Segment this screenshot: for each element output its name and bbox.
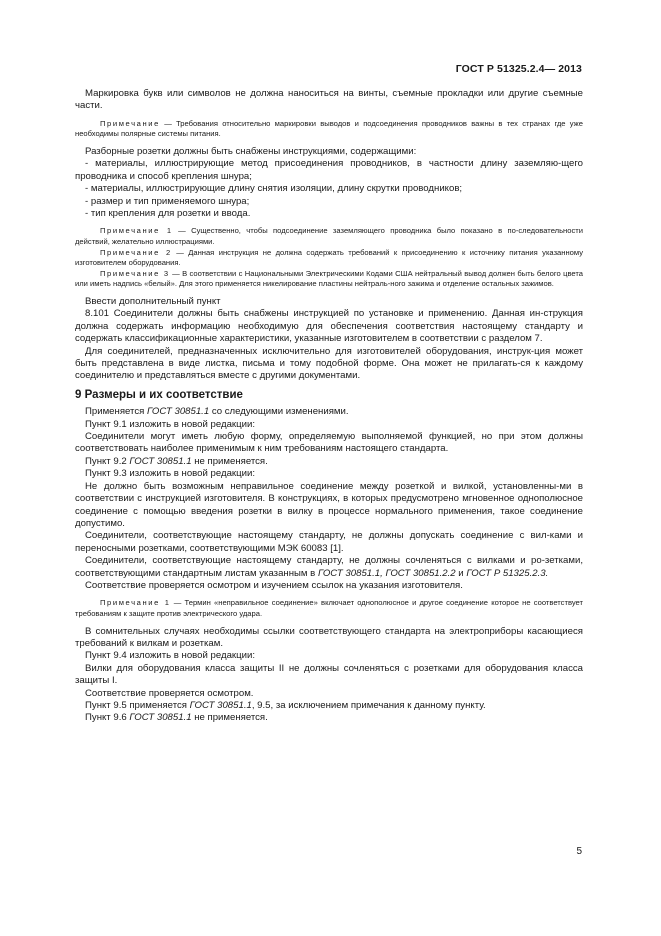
note-label: Примечание 1 xyxy=(100,226,173,236)
text: со следующими изменениями. xyxy=(209,406,349,418)
text: , 9.5, за исключением примечания к данному пункту. xyxy=(251,699,486,711)
note-text: — Требования относительно маркировки выводов и подсоединения проводников важны в тех странах где уже необходимы полярные системы питания. xyxy=(75,118,583,139)
page-number: 5 xyxy=(576,846,582,857)
paragraph: Не должно быть возможным неправильное соединение между розеткой и вилкой, установленны-ми в соответствии с инструкцией изготовителя. В конструкциях, в которых предусмотрено мгновенное однополюсное соединение с помощью введения розетки в вилку в процессе нормального применения, такое соединение допустимо. xyxy=(75,480,583,529)
note-text: — В соответствии с Национальными Электрическими Кодами США нейтральный вывод должен быть белого цвета или иметь надпись «белый». Для этого применяется никелирование пластины нейтраль-ного зажима и отделение остальных зажимов. xyxy=(75,268,583,289)
paragraph xyxy=(75,700,583,712)
paragraph: Вилки для оборудования класса защиты II не должны сочленяться с розетками для оборудования класса защиты I. xyxy=(75,662,583,687)
standard-reference: ГОСТ 30851.1 xyxy=(129,712,192,724)
paragraph xyxy=(75,456,583,468)
text: Соединители, соответствующие настоящему стандарту, не должны сочленяться с вилками и ро-зетками, соответствующими стандартным листам указанным в xyxy=(75,555,583,579)
paragraph: Пункт 9.1 изложить в новой редакции: xyxy=(85,418,255,430)
note-text: — Существенно, чтобы подсоединение заземляющего проводника было показано в по-следовательности действий, желательно иллюстрациями. xyxy=(75,226,583,247)
text: Пункт 9.2 xyxy=(85,455,130,467)
paragraph: Для соединителей, предназначенных исключительно для изготовителей оборудования, инструк-ция может быть представлена в виде листка, письма и тому подобной форме. Она может не прилагать-ся к каждому соединителю и представляться вместе с другими документами. xyxy=(75,345,583,382)
list-item: - тип крепления для розетки и ввода. xyxy=(85,208,251,220)
list-item: - материалы, иллюстрирующие метод присоединения проводников, в частности длину заземляю-щего проводника и способ крепления шнура; xyxy=(75,158,583,182)
note xyxy=(75,226,583,247)
note-text: — Данная инструкция не должна содержать требований к присоединению к источнику питания указанному изготовителем оборудования. xyxy=(75,247,583,268)
note-text: — Термин «неправильное соединение» включает однополюсное и другое соединение которое не соответствует требованиям к защите против электрического удара. xyxy=(75,598,583,618)
note-label: Примечание xyxy=(100,118,160,128)
note xyxy=(75,119,583,140)
text: Применяется xyxy=(85,406,147,418)
paragraph: В сомнительных случаях необходимы ссылки соответствующего стандарта на электроприборы касающиеся требований к вилкам и розеткам. xyxy=(75,625,583,649)
standard-reference: ГОСТ Р 51325.2.3. xyxy=(466,567,549,579)
paragraph: Пункт 9.4 изложить в новой редакции: xyxy=(85,650,255,662)
standard-reference: ГОСТ 30851.1 xyxy=(129,455,192,467)
paragraph: Соединители, соответствующие настоящему стандарту, не должны допускать соединение с вил-ками и переносными розетками, соответствующими МЭК 60083 [1]. xyxy=(75,530,583,554)
text: не применяется. xyxy=(191,712,268,724)
page-content xyxy=(75,88,583,725)
text: и xyxy=(455,567,467,579)
section-heading: 9 Размеры и их соответствие xyxy=(75,388,243,401)
paragraph: Пункт 9.3 изложить в новой редакции: xyxy=(85,468,255,480)
note-label: Примечание 3 xyxy=(100,268,170,278)
text: не применяется. xyxy=(191,455,268,467)
paragraph xyxy=(75,406,583,418)
note xyxy=(75,248,583,269)
paragraph: Маркировка букв или символов не должна наноситься на винты, съемные прокладки или другие съемные части. xyxy=(75,88,583,112)
text: Пункт 9.5 применяется xyxy=(85,699,190,711)
standard-reference: ГОСТ 30851.1, ГОСТ 30851.2.2 xyxy=(317,567,456,579)
paragraph xyxy=(75,712,583,724)
paragraph: 8.101 Соединители должны быть снабжены инструкцией по установке и применению. Данная ин-струкция должна содержать информацию необходимую для обеспечения соответствия настоящему стандарту и содержать классификационные характеристики, указанные изготовителем в соответствии с разделом 7. xyxy=(75,308,583,345)
paragraph xyxy=(75,555,583,580)
note xyxy=(75,598,583,619)
paragraph: Соответствие проверяется осмотром. xyxy=(85,687,254,699)
standard-reference: ГОСТ 30851.1 xyxy=(189,699,252,711)
note xyxy=(75,269,583,290)
paragraph: Ввести дополнительный пункт xyxy=(85,296,221,307)
note-label: Примечание 2 xyxy=(100,247,172,257)
page-header-doc-code: ГОСТ Р 51325.2.4— 2013 xyxy=(455,63,582,75)
standard-reference: ГОСТ 30851.1 xyxy=(146,406,210,418)
list-item: - размер и тип применяемого шнура; xyxy=(85,195,250,207)
text: Пункт 9.6 xyxy=(85,712,130,724)
paragraph: Соответствие проверяется осмотром и изучением ссылок на указания изготовителя. xyxy=(85,579,463,591)
paragraph: Соединители могут иметь любую форму, определяемую выполняемой функцией, но при этом должны соответствовать наиболее применимым к ним требованиям настоящего стандарта. xyxy=(75,431,583,455)
paragraph: Разборные розетки должны быть снабжены инструкциями, содержащими: xyxy=(85,146,417,157)
list-item: - материалы, иллюстрирующие длину снятия изоляции, длину скрутки проводников; xyxy=(85,183,463,195)
note-label: Примечание 1 xyxy=(100,598,171,608)
